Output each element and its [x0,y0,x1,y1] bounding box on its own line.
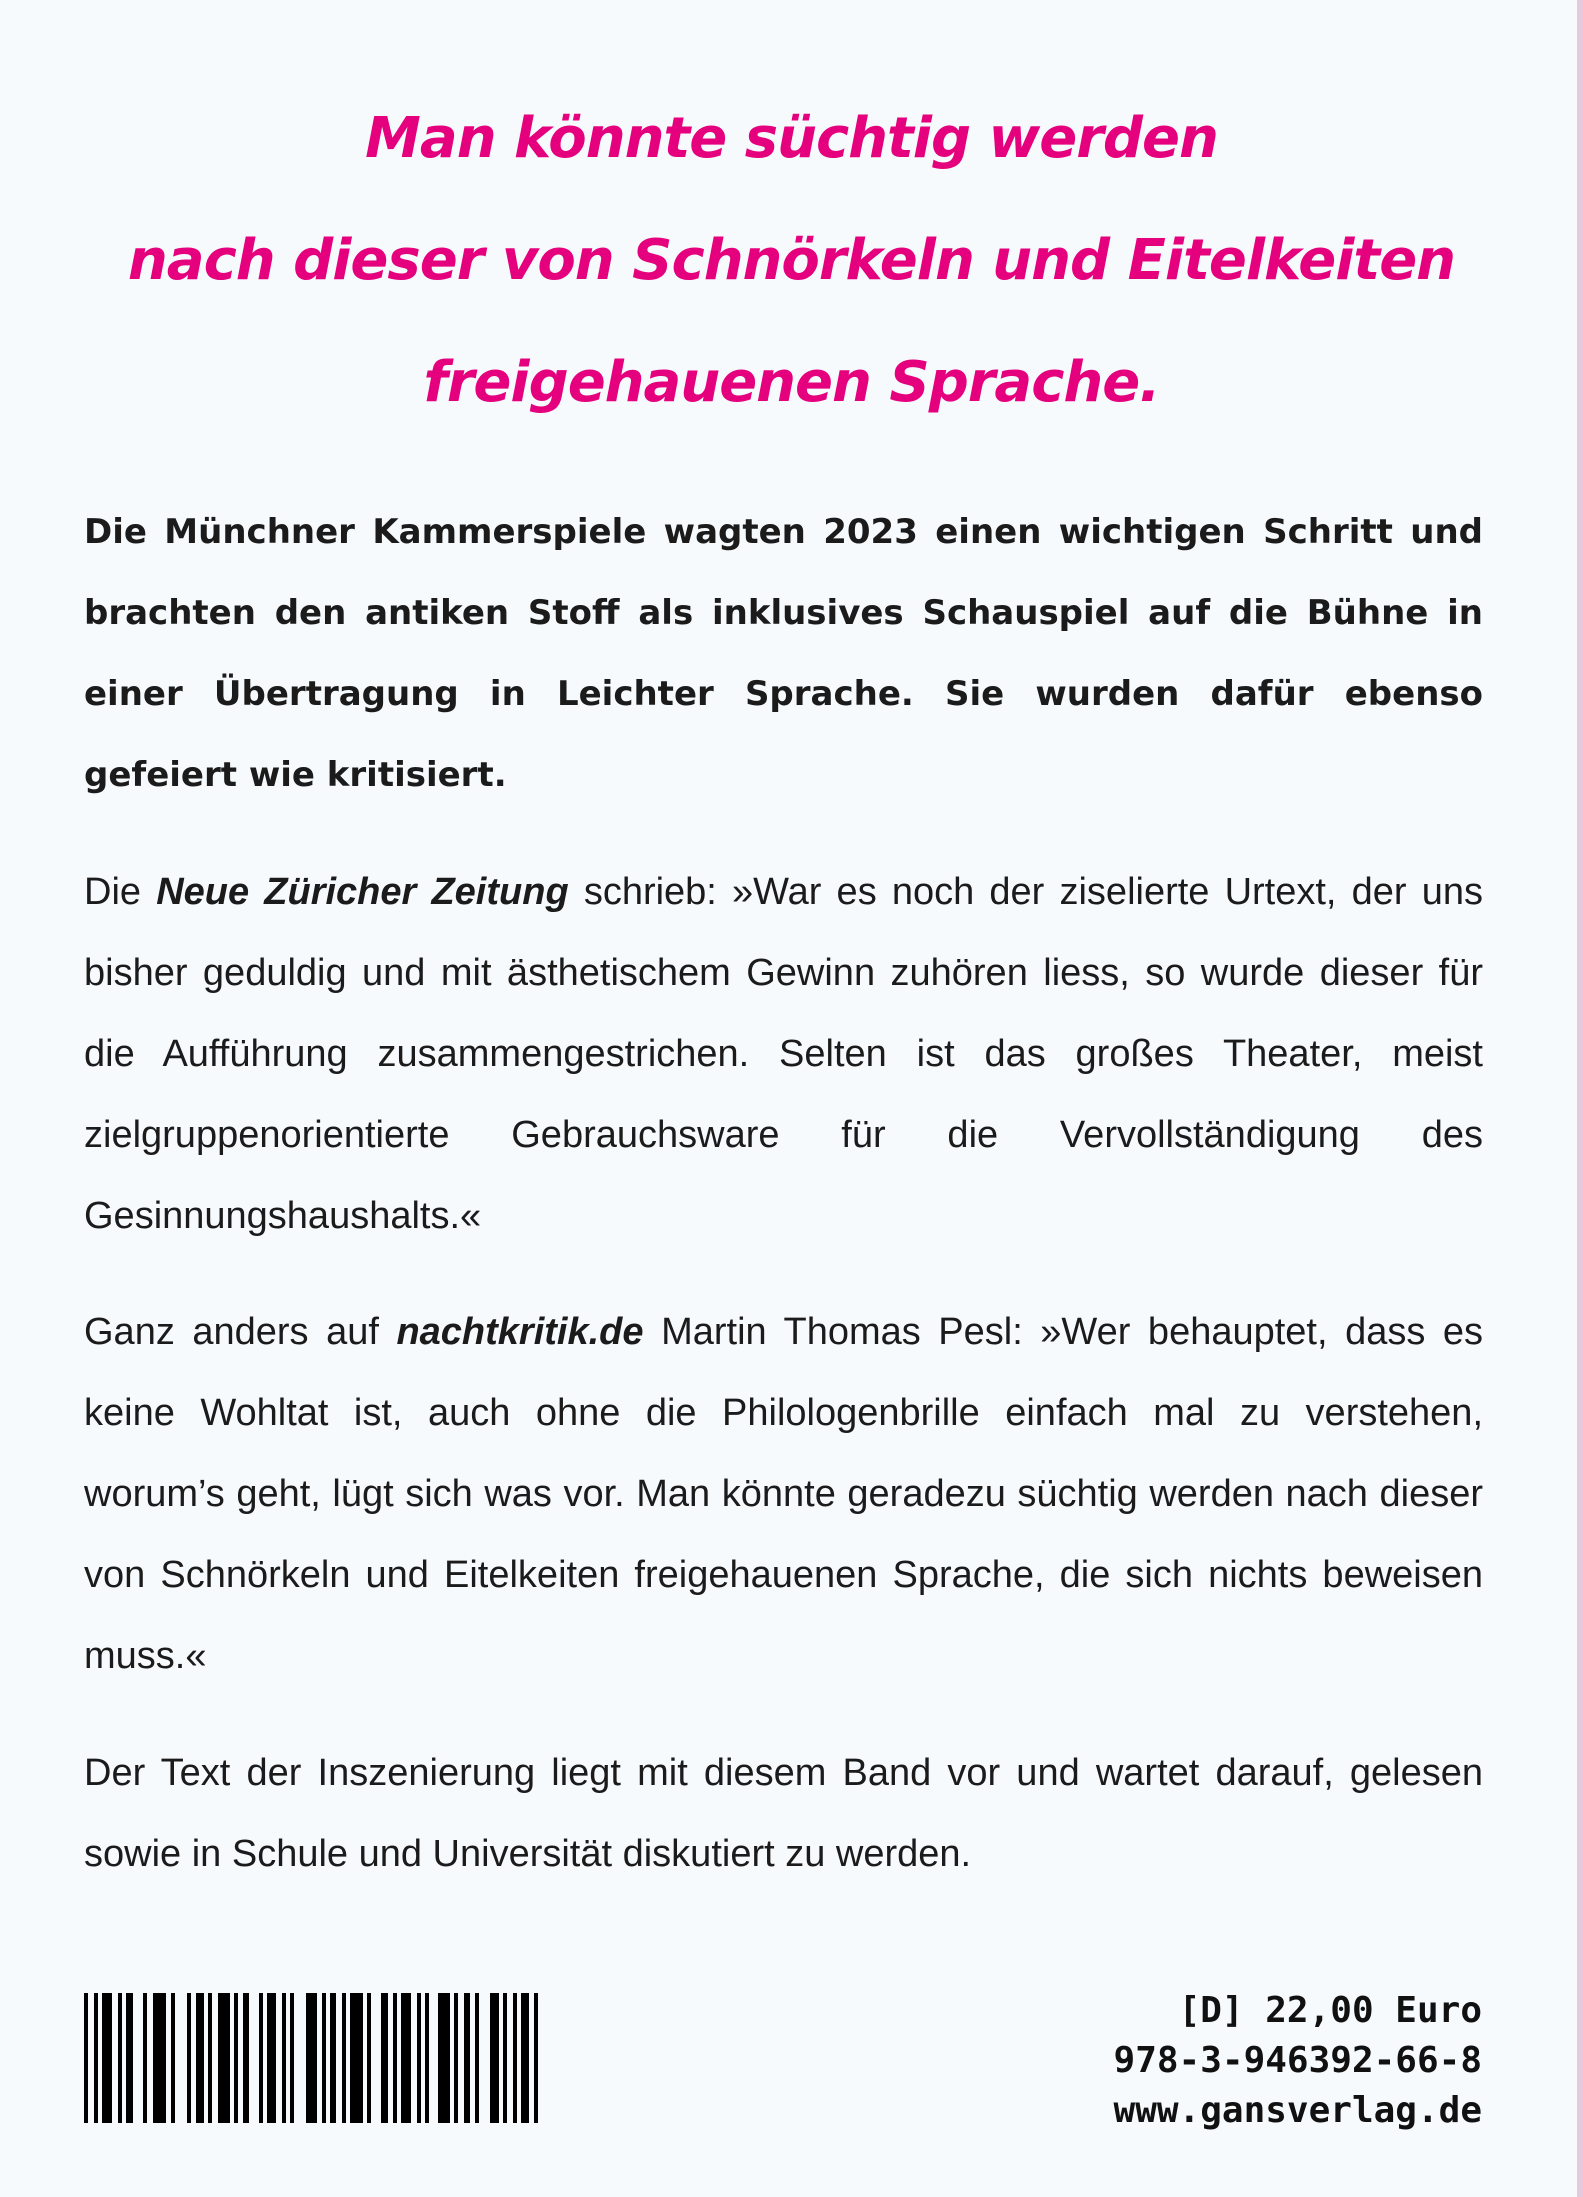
isbn-barcode [84,1993,749,2123]
barcode-bar [143,1993,147,2123]
barcode-bar [322,1993,326,2123]
barcode-bar [534,1993,538,2123]
barcode-bar [208,1993,212,2123]
website-label: www.gansverlag.de [1113,2090,1482,2131]
barcode-bar [259,1993,263,2123]
barcode-bar [243,1993,249,2123]
barcode-bar [393,1993,397,2123]
barcode-bar [490,1993,499,2123]
barcode-bar [187,1993,191,2123]
barcode-bar [367,1993,371,2123]
headline-line-3: freigehauenen Sprache. [423,350,1160,415]
barcode-bar [503,1993,507,2123]
nzz-source-name: Neue Züricher Zeitung [156,871,569,913]
price-label: [D] 22,00 Euro [1178,1990,1482,2031]
barcode-bar [234,1993,238,2123]
headline-quote [0,78,1583,444]
barcode-bar [475,1993,479,2123]
closing-paragraph: Der Text der Inszenierung liegt mit diesem Band vor und wartet darauf, gelesen sowie in Schule und Universität diskutiert zu werden. [84,1752,1483,1875]
barcode-bar [290,1993,294,2123]
barcode-bar [350,1993,363,2123]
barcode-bar [513,1993,517,2123]
barcode-bar [521,1993,529,2123]
barcode-bar [306,1993,317,2123]
barcode-bar [153,1993,166,2123]
barcode-bar [417,1993,421,2123]
isbn-label: 978-3-946392-66-8 [1113,2040,1482,2081]
headline-line-2: nach dieser von Schnörkeln und Eitelkeiten [127,228,1456,293]
barcode-bar [454,1993,458,2123]
nachtkritik-quote-text: Martin Thomas Pesl: »Wer behauptet, dass es keine Wohltat ist, auch ohne die Philologenbrille einfach mal zu verstehen, worum’s geht, lügt sich was vor. Man könnte geradezu süchtig werden nach dieser von Schnörkeln und Eitelkeiten freigehauenen Sprache, die sich nichts beweisen muss.« [84,1311,1484,1677]
pricing-block [1114,1986,1482,2136]
nzz-quote-intro: Die [84,871,157,913]
barcode-bar [438,1993,450,2123]
barcode-bar [218,1993,230,2123]
barcode-bar [118,1993,122,2123]
barcode-bar [401,1993,411,2123]
lead-paragraph: Die Münchner Kammerspiele wagten 2023 einen wichtigen Schritt und brachten den antiken Stoff als inklusives Schauspiel auf die Bühne in einer Übertragung in Leichter Sprache. Sie wurden dafür ebenso gefeiert wie kritisiert. [84,512,1483,795]
barcode-bar [196,1993,204,2123]
nzz-quote-text: schrieb: »War es noch der ziselierte Urtext, der uns bisher geduldig und mit ästhetischem Gewinn zuhören liess, so wurde dieser für die Aufführung zusammengestrichen. Selten ist das großes Theater, meist zielgruppenorientierte Gebrauchsware für die Vervollständigung des Gesinnungshaushalts.« [84,871,1483,1237]
headline-line-1: Man könnte süchtig werden [365,106,1218,171]
barcode-bar [330,1993,336,2123]
barcode-bar [102,1993,112,2123]
barcode-bar [342,1993,346,2123]
barcode-bar [126,1993,133,2123]
barcode-bar [464,1993,470,2123]
barcode-bar [267,1993,276,2123]
barcode-bar [425,1993,429,2123]
barcode-bar [171,1993,175,2123]
nachtkritik-quote-intro: Ganz anders auf [84,1311,397,1353]
barcode-bar [282,1993,286,2123]
nachtkritik-source-name: nachtkritik.de [396,1311,644,1353]
nzz-quote-paragraph [84,852,1483,1257]
barcode-bar [94,1993,98,2123]
barcode-bar [84,1993,88,2123]
nachtkritik-quote-paragraph [84,1292,1483,1697]
barcode-bar [381,1993,388,2123]
